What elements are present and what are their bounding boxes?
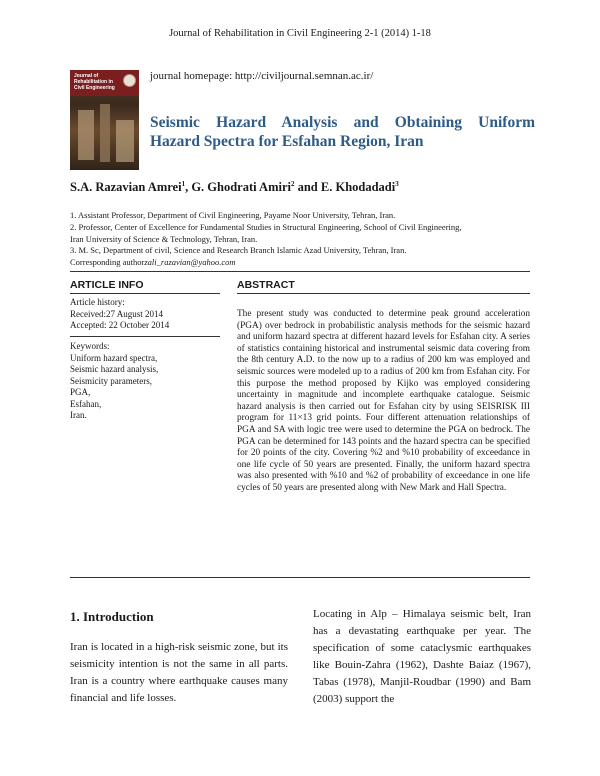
article-info-heading: ARTICLE INFO [70, 279, 144, 291]
keyword: PGA, [70, 387, 91, 397]
affiliation: Iran University of Science & Technology, Tehran, Iran. [70, 234, 258, 244]
keywords-label: Keywords: [70, 341, 110, 351]
divider [237, 293, 530, 294]
history-label: Article history: [70, 297, 125, 307]
keyword: Iran. [70, 410, 87, 420]
keyword: Seismic hazard analysis, [70, 364, 159, 374]
author-list [70, 180, 399, 195]
accepted-date: Accepted: 22 October 2014 [70, 320, 170, 330]
divider [70, 271, 530, 272]
author-affiliation-mark: 3 [395, 180, 399, 188]
author-name: G. Ghodrati Amiri [191, 180, 291, 195]
keyword: Seismicity parameters, [70, 375, 152, 386]
keyword: Esfahan, [70, 398, 102, 409]
divider [70, 336, 220, 337]
divider [70, 577, 530, 578]
keywords-block [70, 341, 220, 422]
affiliation: 1. Assistant Professor, Department of Civil Engineering, Payame Noor University, Tehran, Iran. [70, 210, 396, 220]
affiliation: 3. M. Sc, Department of civil, Science and Research Branch Islamic Azad University, Tehran, Iran. [70, 245, 407, 255]
paper-title [150, 113, 535, 151]
received-date: Received:27 August 2014 [70, 308, 163, 319]
corresponding-author [70, 257, 236, 267]
keyword: Uniform hazard spectra, [70, 352, 158, 363]
abstract-text: The present study was conducted to determine peak ground acceleration (PGA) over bedrock in probabilistic analysis methods for the seismic hazard and uniform hazard spectra at different hazard levels for Esfahan city. A series of statistics containing historical and instrumental seismic data covering from the 8th century A.D. to the now up to a radius of 200 km was employed and seismic sources were modeled up to a radius of 200 km from Esfahan city. For this purpose the method proposed by Kijko was employed considering uncertainty in magnitude and incomplete earthquake catalogue. Seismic hazard analysis is then carried out for Esfahan city by using SEISRISK III program for 11×13 grid points. Four different attenuation relationships of PGA and SA with logic tree were used to determine the PGA on bedrock. The PGA can be determined for 143 points and the hazard spectra can be specified for 20 points of the city. Covering %2 and %10 probability of exceedance in one life cycle of 50 years are presented. Finally, the uniform hazard spectra was also presented with %10 and %2 of probability of exceedance in one life cycles of 50 years are presented along with New Mark and Hall Spectra. [237, 309, 530, 493]
author-name: S.A. Razavian Amrei [70, 180, 182, 195]
journal-homepage-link[interactable]: journal homepage: http://civiljournal.semnan.ac.ir/ [150, 70, 374, 82]
journal-cover-image [70, 70, 139, 170]
author-affiliation-mark: 2 [290, 180, 295, 188]
author-separator: , [185, 180, 192, 195]
section-heading: 1. Introduction [70, 609, 154, 624]
author-name: E. Khodadadi [320, 180, 396, 195]
intro-right-column: Locating in Alp – Himalaya seismic belt, Iran has a devastating earthquake per year. The specification of some cataclysmic earthquakes like Bouin-Zahra (1962), Dashte Baiaz (1967), Tabas (1978), Manjil-Roudbar (1990) and Bam (2003) support the [313, 608, 531, 705]
journal-citation: Journal of Rehabilitation in Civil Engineering 2-1 (2014) 1-18 [169, 28, 431, 39]
author-separator: and [294, 180, 321, 195]
journal-logo-icon [123, 74, 136, 87]
author-affiliation-mark: 1 [181, 180, 186, 188]
article-history [70, 297, 220, 332]
affiliation: 2. Professor, Center of Excellence for Fundamental Studies in Structural Engineering, School of Civil Engineering, [70, 222, 462, 232]
corresponding-label: Corresponding author [70, 257, 145, 267]
title-line: Hazard Spectra for Esfahan Region, Iran [150, 133, 424, 150]
cover-title: Journal of Rehabilitation in Civil Engineering [74, 73, 115, 91]
title-line: Seismic Hazard Analysis and Obtaining Uniform [150, 114, 535, 131]
corresponding-email[interactable]: zali_razavian@yahoo.com [144, 257, 236, 267]
intro-left-column: Iran is located in a high-risk seismic zone, but its seismicity intention is not the same in all parts. Iran is a country where earthquake causes many financial and life losses. [70, 641, 288, 704]
abstract-heading: ABSTRACT [237, 279, 295, 291]
divider [70, 293, 220, 294]
